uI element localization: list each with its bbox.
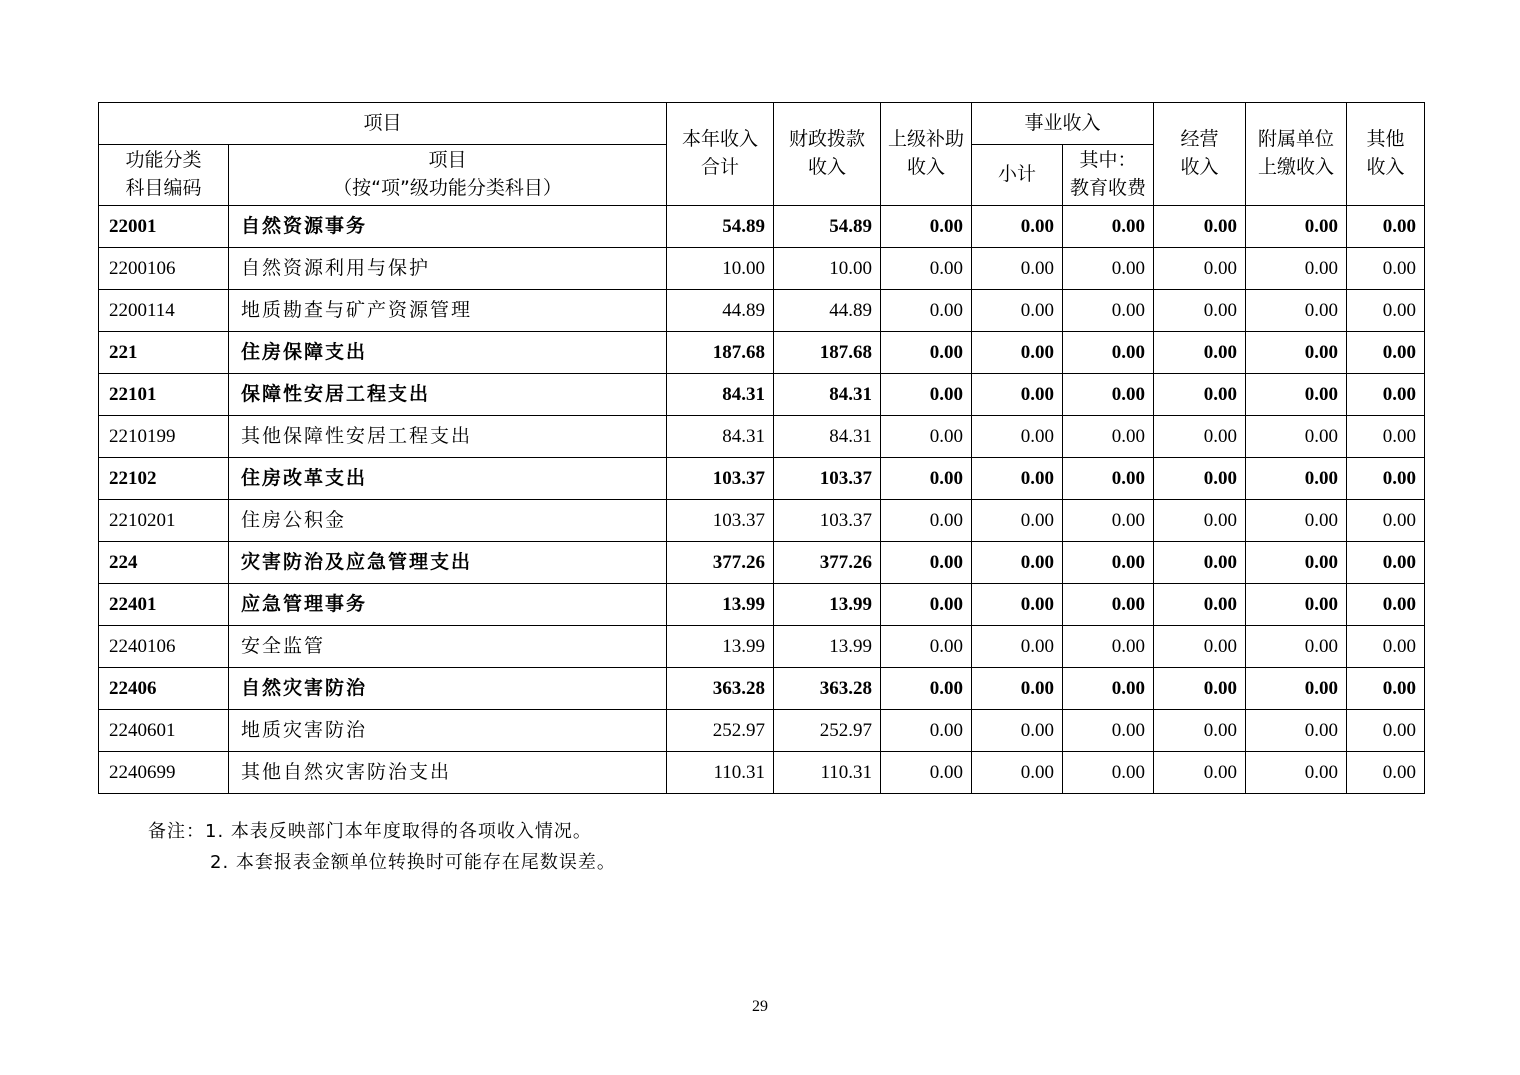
cell-name: 安全监管 bbox=[229, 626, 667, 668]
cell-other: 0.00 bbox=[1347, 752, 1425, 794]
table-row bbox=[99, 458, 1425, 500]
cell-edu-fee: 0.00 bbox=[1063, 374, 1154, 416]
cell-other: 0.00 bbox=[1347, 248, 1425, 290]
cell-other: 0.00 bbox=[1347, 584, 1425, 626]
cell-code: 22102 bbox=[99, 458, 229, 500]
table-row bbox=[99, 206, 1425, 248]
cell-subsidy: 0.00 bbox=[881, 248, 972, 290]
cell-total: 84.31 bbox=[667, 416, 774, 458]
cell-total: 44.89 bbox=[667, 290, 774, 332]
page-number: 29 bbox=[752, 998, 768, 1015]
cell-fiscal: 103.37 bbox=[774, 500, 881, 542]
cell-subsidy: 0.00 bbox=[881, 710, 972, 752]
cell-edu-fee: 0.00 bbox=[1063, 710, 1154, 752]
cell-other: 0.00 bbox=[1347, 290, 1425, 332]
cell-name: 住房公积金 bbox=[229, 500, 667, 542]
cell-edu-fee: 0.00 bbox=[1063, 626, 1154, 668]
header-edu-fee: 其中： 教育收费 bbox=[1063, 145, 1154, 206]
cell-fiscal: 13.99 bbox=[774, 626, 881, 668]
cell-fiscal: 103.37 bbox=[774, 458, 881, 500]
cell-code: 221 bbox=[99, 332, 229, 374]
cell-total: 13.99 bbox=[667, 626, 774, 668]
cell-operating: 0.00 bbox=[1154, 416, 1246, 458]
cell-edu-fee: 0.00 bbox=[1063, 500, 1154, 542]
cell-operating: 0.00 bbox=[1154, 752, 1246, 794]
cell-fiscal: 377.26 bbox=[774, 542, 881, 584]
cell-business-subtotal: 0.00 bbox=[972, 458, 1063, 500]
cell-other: 0.00 bbox=[1347, 668, 1425, 710]
cell-total: 103.37 bbox=[667, 458, 774, 500]
cell-edu-fee: 0.00 bbox=[1063, 332, 1154, 374]
header-other: 其他 收入 bbox=[1347, 103, 1425, 206]
cell-total: 377.26 bbox=[667, 542, 774, 584]
cell-subsidy: 0.00 bbox=[881, 668, 972, 710]
cell-operating: 0.00 bbox=[1154, 458, 1246, 500]
cell-business-subtotal: 0.00 bbox=[972, 416, 1063, 458]
cell-business-subtotal: 0.00 bbox=[972, 206, 1063, 248]
cell-affiliate: 0.00 bbox=[1246, 290, 1347, 332]
cell-business-subtotal: 0.00 bbox=[972, 584, 1063, 626]
cell-name: 自然灾害防治 bbox=[229, 668, 667, 710]
cell-name: 自然资源利用与保护 bbox=[229, 248, 667, 290]
header-subsidy: 上级补助 收入 bbox=[881, 103, 972, 206]
header-operating: 经营 收入 bbox=[1154, 103, 1246, 206]
cell-fiscal: 84.31 bbox=[774, 374, 881, 416]
cell-code: 2210201 bbox=[99, 500, 229, 542]
cell-affiliate: 0.00 bbox=[1246, 374, 1347, 416]
cell-business-subtotal: 0.00 bbox=[972, 500, 1063, 542]
cell-subsidy: 0.00 bbox=[881, 584, 972, 626]
cell-edu-fee: 0.00 bbox=[1063, 416, 1154, 458]
cell-other: 0.00 bbox=[1347, 542, 1425, 584]
cell-edu-fee: 0.00 bbox=[1063, 458, 1154, 500]
cell-name: 保障性安居工程支出 bbox=[229, 374, 667, 416]
header-item: 项目 （按“项”级功能分类科目） bbox=[229, 145, 667, 206]
cell-name: 地质灾害防治 bbox=[229, 710, 667, 752]
cell-operating: 0.00 bbox=[1154, 248, 1246, 290]
cell-code: 2200114 bbox=[99, 290, 229, 332]
cell-name: 灾害防治及应急管理支出 bbox=[229, 542, 667, 584]
cell-name: 其他保障性安居工程支出 bbox=[229, 416, 667, 458]
cell-business-subtotal: 0.00 bbox=[972, 374, 1063, 416]
cell-business-subtotal: 0.00 bbox=[972, 752, 1063, 794]
cell-edu-fee: 0.00 bbox=[1063, 248, 1154, 290]
cell-other: 0.00 bbox=[1347, 416, 1425, 458]
cell-subsidy: 0.00 bbox=[881, 416, 972, 458]
cell-other: 0.00 bbox=[1347, 710, 1425, 752]
cell-total: 363.28 bbox=[667, 668, 774, 710]
cell-name: 地质勘查与矿产资源管理 bbox=[229, 290, 667, 332]
table-row bbox=[99, 290, 1425, 332]
cell-operating: 0.00 bbox=[1154, 668, 1246, 710]
cell-fiscal: 84.31 bbox=[774, 416, 881, 458]
cell-name: 其他自然灾害防治支出 bbox=[229, 752, 667, 794]
cell-edu-fee: 0.00 bbox=[1063, 584, 1154, 626]
cell-affiliate: 0.00 bbox=[1246, 416, 1347, 458]
table-row bbox=[99, 626, 1425, 668]
cell-total: 103.37 bbox=[667, 500, 774, 542]
cell-subsidy: 0.00 bbox=[881, 290, 972, 332]
header-business: 事业收入 bbox=[972, 103, 1154, 145]
cell-operating: 0.00 bbox=[1154, 332, 1246, 374]
cell-operating: 0.00 bbox=[1154, 500, 1246, 542]
cell-code: 2200106 bbox=[99, 248, 229, 290]
cell-other: 0.00 bbox=[1347, 332, 1425, 374]
cell-subsidy: 0.00 bbox=[881, 332, 972, 374]
cell-fiscal: 363.28 bbox=[774, 668, 881, 710]
cell-code: 2210199 bbox=[99, 416, 229, 458]
cell-business-subtotal: 0.00 bbox=[972, 290, 1063, 332]
cell-code: 2240106 bbox=[99, 626, 229, 668]
header-subtotal: 小计 bbox=[972, 145, 1063, 206]
cell-operating: 0.00 bbox=[1154, 710, 1246, 752]
header-project: 项目 bbox=[99, 103, 667, 145]
table-row bbox=[99, 584, 1425, 626]
cell-affiliate: 0.00 bbox=[1246, 206, 1347, 248]
cell-operating: 0.00 bbox=[1154, 542, 1246, 584]
cell-code: 2240601 bbox=[99, 710, 229, 752]
table-row bbox=[99, 542, 1425, 584]
cell-edu-fee: 0.00 bbox=[1063, 752, 1154, 794]
cell-subsidy: 0.00 bbox=[881, 542, 972, 584]
cell-affiliate: 0.00 bbox=[1246, 626, 1347, 668]
cell-business-subtotal: 0.00 bbox=[972, 668, 1063, 710]
cell-fiscal: 13.99 bbox=[774, 584, 881, 626]
cell-affiliate: 0.00 bbox=[1246, 710, 1347, 752]
cell-total: 13.99 bbox=[667, 584, 774, 626]
cell-business-subtotal: 0.00 bbox=[972, 542, 1063, 584]
cell-other: 0.00 bbox=[1347, 374, 1425, 416]
cell-affiliate: 0.00 bbox=[1246, 500, 1347, 542]
income-table bbox=[98, 102, 1425, 794]
table-row bbox=[99, 710, 1425, 752]
table-body bbox=[99, 206, 1425, 794]
cell-code: 2240699 bbox=[99, 752, 229, 794]
cell-other: 0.00 bbox=[1347, 626, 1425, 668]
cell-affiliate: 0.00 bbox=[1246, 332, 1347, 374]
cell-affiliate: 0.00 bbox=[1246, 458, 1347, 500]
table-row bbox=[99, 752, 1425, 794]
cell-other: 0.00 bbox=[1347, 206, 1425, 248]
table-row bbox=[99, 416, 1425, 458]
cell-fiscal: 110.31 bbox=[774, 752, 881, 794]
cell-fiscal: 252.97 bbox=[774, 710, 881, 752]
header-total: 本年收入 合计 bbox=[667, 103, 774, 206]
header-affiliate: 附属单位 上缴收入 bbox=[1246, 103, 1347, 206]
cell-affiliate: 0.00 bbox=[1246, 248, 1347, 290]
cell-business-subtotal: 0.00 bbox=[972, 248, 1063, 290]
cell-total: 54.89 bbox=[667, 206, 774, 248]
cell-name: 住房保障支出 bbox=[229, 332, 667, 374]
cell-code: 22401 bbox=[99, 584, 229, 626]
header-fiscal: 财政拨款 收入 bbox=[774, 103, 881, 206]
cell-code: 22406 bbox=[99, 668, 229, 710]
cell-code: 22101 bbox=[99, 374, 229, 416]
cell-business-subtotal: 0.00 bbox=[972, 626, 1063, 668]
cell-affiliate: 0.00 bbox=[1246, 542, 1347, 584]
cell-affiliate: 0.00 bbox=[1246, 752, 1347, 794]
cell-fiscal: 187.68 bbox=[774, 332, 881, 374]
cell-subsidy: 0.00 bbox=[881, 500, 972, 542]
cell-fiscal: 44.89 bbox=[774, 290, 881, 332]
table-row bbox=[99, 374, 1425, 416]
cell-operating: 0.00 bbox=[1154, 374, 1246, 416]
cell-edu-fee: 0.00 bbox=[1063, 668, 1154, 710]
cell-subsidy: 0.00 bbox=[881, 752, 972, 794]
cell-subsidy: 0.00 bbox=[881, 374, 972, 416]
cell-total: 10.00 bbox=[667, 248, 774, 290]
cell-business-subtotal: 0.00 bbox=[972, 332, 1063, 374]
table-row bbox=[99, 668, 1425, 710]
cell-edu-fee: 0.00 bbox=[1063, 542, 1154, 584]
cell-total: 187.68 bbox=[667, 332, 774, 374]
cell-total: 84.31 bbox=[667, 374, 774, 416]
cell-operating: 0.00 bbox=[1154, 584, 1246, 626]
cell-code: 22001 bbox=[99, 206, 229, 248]
cell-subsidy: 0.00 bbox=[881, 206, 972, 248]
table-row bbox=[99, 332, 1425, 374]
cell-edu-fee: 0.00 bbox=[1063, 290, 1154, 332]
cell-name: 应急管理事务 bbox=[229, 584, 667, 626]
cell-fiscal: 10.00 bbox=[774, 248, 881, 290]
table-row bbox=[99, 248, 1425, 290]
cell-subsidy: 0.00 bbox=[881, 458, 972, 500]
cell-affiliate: 0.00 bbox=[1246, 584, 1347, 626]
cell-total: 252.97 bbox=[667, 710, 774, 752]
table-row bbox=[99, 500, 1425, 542]
cell-name: 自然资源事务 bbox=[229, 206, 667, 248]
cell-name: 住房改革支出 bbox=[229, 458, 667, 500]
cell-operating: 0.00 bbox=[1154, 290, 1246, 332]
cell-other: 0.00 bbox=[1347, 500, 1425, 542]
cell-code: 224 bbox=[99, 542, 229, 584]
header-func-code: 功能分类 科目编码 bbox=[99, 145, 229, 206]
cell-edu-fee: 0.00 bbox=[1063, 206, 1154, 248]
cell-total: 110.31 bbox=[667, 752, 774, 794]
cell-operating: 0.00 bbox=[1154, 206, 1246, 248]
cell-business-subtotal: 0.00 bbox=[972, 710, 1063, 752]
cell-operating: 0.00 bbox=[1154, 626, 1246, 668]
note-line-1: 备注：1. 本表反映部门本年度取得的各项收入情况。 bbox=[148, 821, 592, 842]
cell-subsidy: 0.00 bbox=[881, 626, 972, 668]
cell-fiscal: 54.89 bbox=[774, 206, 881, 248]
cell-other: 0.00 bbox=[1347, 458, 1425, 500]
notes bbox=[148, 816, 616, 878]
cell-affiliate: 0.00 bbox=[1246, 668, 1347, 710]
note-line-2: 2. 本套报表金额单位转换时可能存在尾数误差。 bbox=[210, 852, 616, 873]
